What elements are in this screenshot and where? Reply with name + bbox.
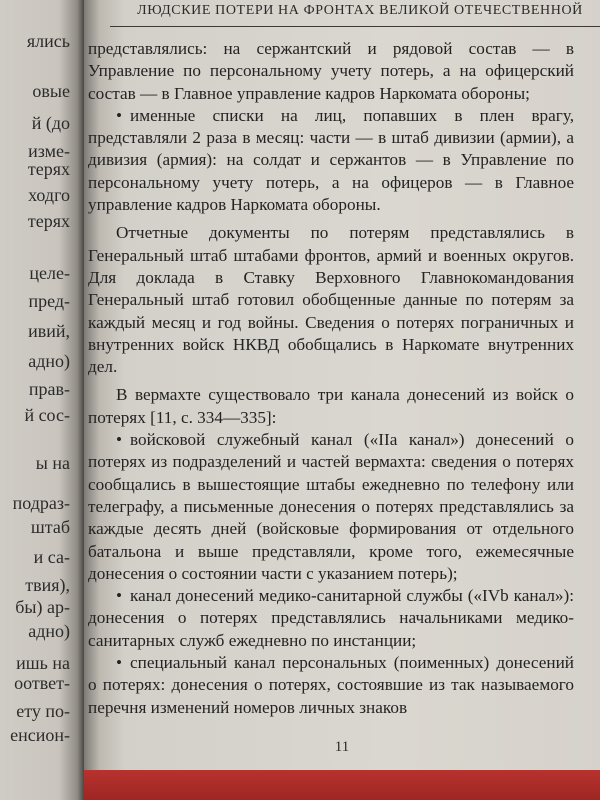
facing-page-fragment: пред- — [28, 291, 70, 311]
facing-page-fragment: целе- — [29, 263, 70, 283]
facing-page-fragment: адно) — [28, 621, 70, 641]
background-surface — [84, 770, 600, 800]
paragraph-general-staff: Отчетные документы по потерям представлялись в Генеральный штаб штабами фронтов, армий и военных округов. Для доклада в Ставку Верховного Главнокомандования Генеральный штаб готовил обобщенные данные по потерям за каждый месяц и год войны. Сведения о потерях пограничных и внутренних войск НКВД обобщались в Наркомате внутренних дел. — [88, 223, 574, 377]
facing-page-fragment: й сос- — [24, 405, 70, 425]
paragraph-wehrmacht-intro: В вермахте существовало три канала донесений из войск о потерях [11, с. 334—335]: — [88, 385, 574, 427]
facing-page-fragment: ету по- — [16, 701, 70, 721]
facing-page-fragment: оответ- — [14, 673, 70, 693]
facing-page-fragment: изме- — [28, 141, 70, 161]
facing-page-fragment: й (до — [31, 113, 70, 133]
facing-page-fragment: ивий, — [28, 321, 70, 341]
facing-page — [0, 0, 84, 800]
facing-page-fragment: бы) ар- — [15, 597, 70, 617]
facing-page-fragment: ялись — [26, 31, 70, 51]
facing-page-fragment: енсион- — [10, 725, 70, 745]
bullet-item-pow-lists: • именные списки на лиц, попавших в плен врагу, представляли 2 раза в месяц: части — в штаб дивизии (армии), а дивизия (армия): на солдат и сержантов — в Управление по персональному учету потерь, а на офицеров — в Главное управление кадров Наркомата обороны. — [88, 105, 574, 215]
bullet-item-ivb-channel: • канал донесений медико-санитарной службы («IVb канал»): донесения о потерях представлялись начальниками медико-санитарных служб ежедневно по инстанции; — [88, 586, 574, 650]
facing-page-fragment: ы на — [35, 453, 70, 473]
facing-page-fragment: терях — [27, 211, 70, 231]
bullet-item-personal-channel: • специальный канал персональных (поименных) донесений о потерях: донесения о потерях, состоявшие из так называемого перечня изменений номеров личных знаков — [88, 653, 574, 717]
facing-page-fragment: прав- — [28, 379, 70, 399]
facing-page-fragment: адно) — [28, 351, 70, 371]
facing-page-fragment: подраз- — [12, 493, 70, 513]
paragraph-continuation: представлялись: на сержантский и рядовой состав — в Управление по персональному учету потерь, а на офицерский состав — в Главное управление кадров Наркомата обороны; — [88, 39, 574, 103]
facing-page-fragment: ишь на — [16, 653, 70, 673]
facing-page-fragment: овые — [32, 81, 70, 101]
facing-page-fragment: и са- — [33, 547, 70, 567]
bullet-icon: • — [116, 586, 123, 606]
facing-page-fragment: ходго — [28, 185, 70, 205]
facing-page-fragment: твия), — [25, 575, 70, 595]
book-page — [84, 0, 600, 800]
bullet-icon: • — [116, 430, 123, 450]
bullet-icon: • — [116, 105, 123, 125]
bullet-icon: • — [116, 653, 123, 673]
running-head: ЛЮДСКИЕ ПОТЕРИ НА ФРОНТАХ ВЕЛИКОЙ ОТЕЧЕСТВЕННОЙ — [110, 0, 600, 27]
bullet-item-iia-channel: • войсковой служебный канал («IIa канал») донесений о потерях из подразделений и частей вермахта: сведения о потерях сообщались в вышестоящие штабы ежедневно по телефону или телеграфу, а письменные донесения о потерях представлялись за каждые десять дней (войсковые формирования от отдельного батальона и выше представляли, кроме того, ежемесячные донесения о состоянии части с указанием потерь); — [88, 430, 574, 583]
page-number: 11 — [334, 739, 350, 755]
facing-page-fragment: терях — [27, 159, 70, 179]
facing-page-fragment: штаб — [30, 517, 70, 537]
body-text — [88, 38, 574, 719]
